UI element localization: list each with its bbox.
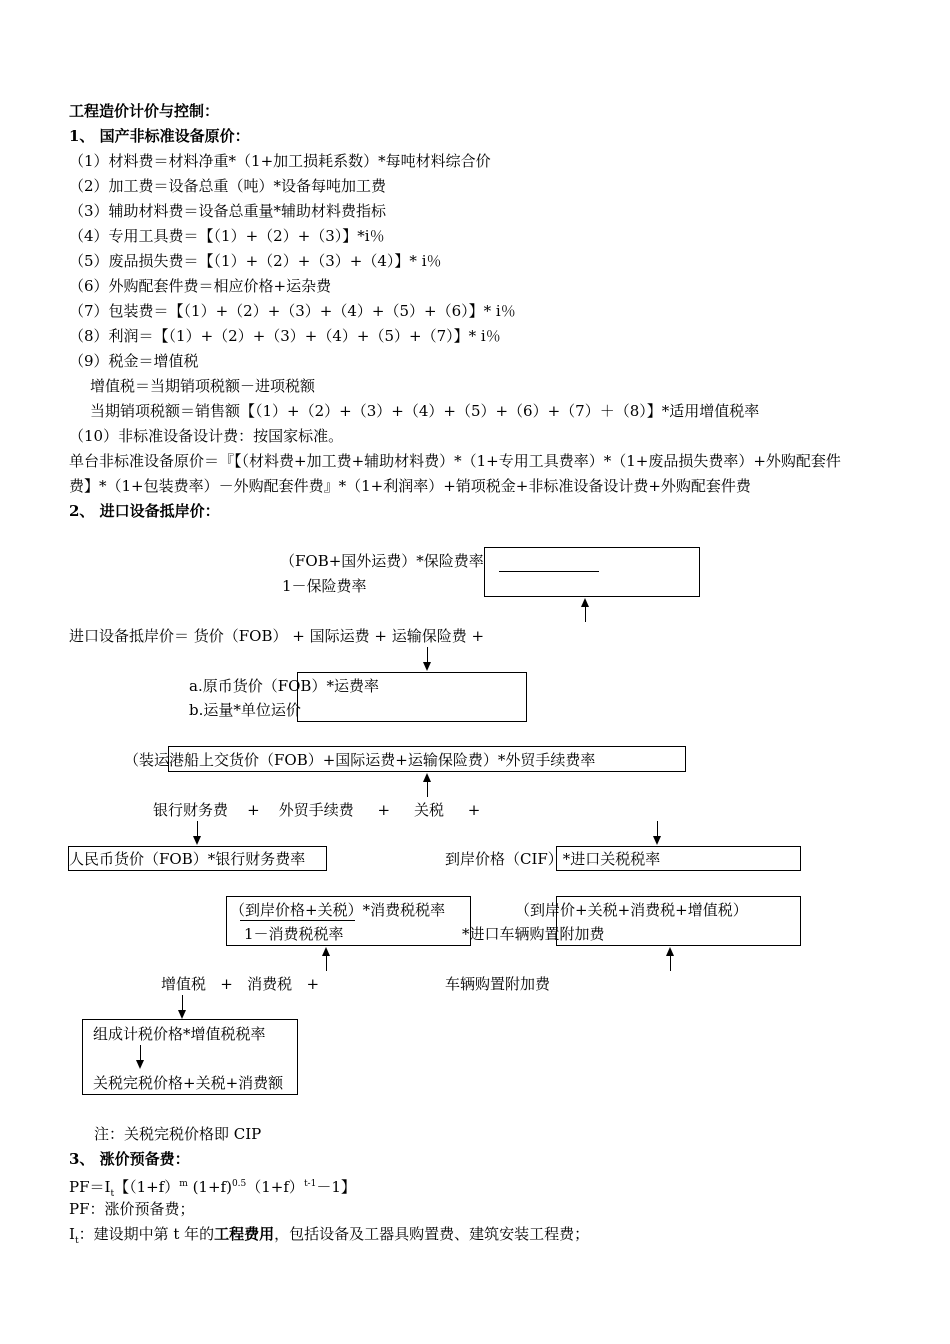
formula-item: （4）专用工具费＝【（1）+（2）+（3）】*i％ (69, 227, 385, 245)
formula-item: （6）外购配套件费＝相应价格+运杂费 (69, 277, 332, 295)
formula-item-10: （10）非标准设备设计费：按国家标准。 (69, 427, 344, 445)
pf-superscript: 0.5 (231, 1179, 247, 1189)
fraction-bar (240, 920, 355, 921)
page-title: 工程造价计价与控制： (69, 102, 220, 120)
section-heading-1: 1、 国产非标准设备原价： (69, 127, 250, 145)
it-prefix: I (69, 1225, 75, 1243)
dutiable-price-formula: 关税完税价格+关税+消费额 (93, 1074, 284, 1092)
formula-vat: 增值税＝当期销项税额－进项税额 (90, 377, 316, 395)
bank-fee-formula: 人民币货价（FOB）*银行财务费率 (69, 850, 306, 868)
second-row-formula: 银行财务费 + 外贸手续费 + 关税 + (153, 801, 481, 819)
insurance-denominator: 1－保险费率 (282, 577, 367, 595)
consumption-tax-denominator: 1－消费税税率 (244, 925, 344, 943)
formula-item: （1）材料费＝材料净重*（1+加工损耗系数）*每吨材料综合价 (69, 152, 491, 170)
vat-formula: 组成计税价格*增值税税率 (93, 1025, 266, 1043)
it-bold-text: 工程费用 (214, 1225, 275, 1243)
pf-subscript: t (110, 1189, 115, 1199)
formula-item: （2）加工费＝设备总重（吨）*设备每吨加工费 (69, 177, 387, 195)
it-text: ，包括设备及工器具购置费、建筑安装工程费； (274, 1225, 590, 1243)
it-definition (69, 1224, 589, 1251)
freight-option-a: a.原币货价（FOB）*运费率 (189, 677, 379, 695)
third-row-formula: 增值税 + 消费税 + (161, 975, 320, 993)
pf-part: 【（1+f） (114, 1178, 180, 1196)
tariff-formula: 到岸价格（CIF）*进口关税税率 (445, 850, 661, 868)
trade-fee-formula: （装运港船上交货价（FOB）+国际运费+运输保险费）*外贸手续费率 (124, 751, 596, 769)
pf-superscript: t-1 (303, 1179, 317, 1189)
formula-item: （5）废品损失费＝【（1）+（2）+（3）+（4）】* i％ (69, 252, 442, 270)
formula-total-line-2: 费】*（1+包装费率）－外购配套件费』*（1+利润率）+销项税金+非标准设备设计费+外购配套件费 (69, 477, 751, 495)
formula-output-tax: 当期销项税额＝销售额【（1）+（2）+（3）+（4）+（5）+（6）+（7）＋（8）】*适用增值税率 (90, 402, 760, 420)
pf-part: （1+f） (246, 1178, 304, 1196)
formula-item: （3）辅助材料费＝设备总重量*辅助材料费指标 (69, 202, 387, 220)
pf-part: (1+f) (192, 1178, 232, 1196)
vehicle-fee-label: 车辆购置附加费 (445, 975, 551, 993)
pf-prefix: PF＝I (69, 1178, 111, 1196)
pf-part: －1】 (316, 1178, 356, 1196)
freight-option-b: b.运量*单位运价 (189, 701, 301, 719)
formula-item: （8）利润＝【（1）+（2）+（3）+（4）+（5）+（7）】* i％ (69, 327, 501, 345)
pf-superscript: m (179, 1179, 188, 1189)
insurance-numerator: （FOB+国外运费）*保险费率 (280, 552, 484, 570)
pf-definition: PF：涨价预备费； (69, 1200, 195, 1218)
it-text: ：建设期中第 t 年的 (78, 1225, 215, 1243)
insurance-box (484, 547, 700, 597)
section-heading-2: 2、 进口设备抵岸价： (69, 502, 220, 520)
formula-item: （7）包装费＝【（1）+（2）+（3）+（4）+（5）+（6）】* i％ (69, 302, 516, 320)
vehicle-fee-line-1: （到岸价+关税+消费税+增值税） (515, 901, 748, 919)
it-subscript: t (74, 1236, 79, 1246)
vehicle-fee-line-2: *进口车辆购置附加费 (462, 925, 605, 943)
consumption-tax-numerator: （到岸价格+关税）*消费税税率 (230, 901, 446, 919)
main-formula: 进口设备抵岸价＝ 货价（FOB） + 国际运费 + 运输保险费 + (69, 627, 485, 645)
note: 注：关税完税价格即 CIP (94, 1125, 262, 1143)
fraction-bar (499, 571, 599, 572)
section-heading-3: 3、 涨价预备费： (69, 1150, 190, 1168)
formula-item: （9）税金＝增值税 (69, 352, 199, 370)
formula-total-line-1: 单台非标准设备原价＝『【（材料费+加工费+辅助材料费）*（1+专用工具费率）*（1+废品损失费率）+外购配套件 (69, 452, 841, 470)
